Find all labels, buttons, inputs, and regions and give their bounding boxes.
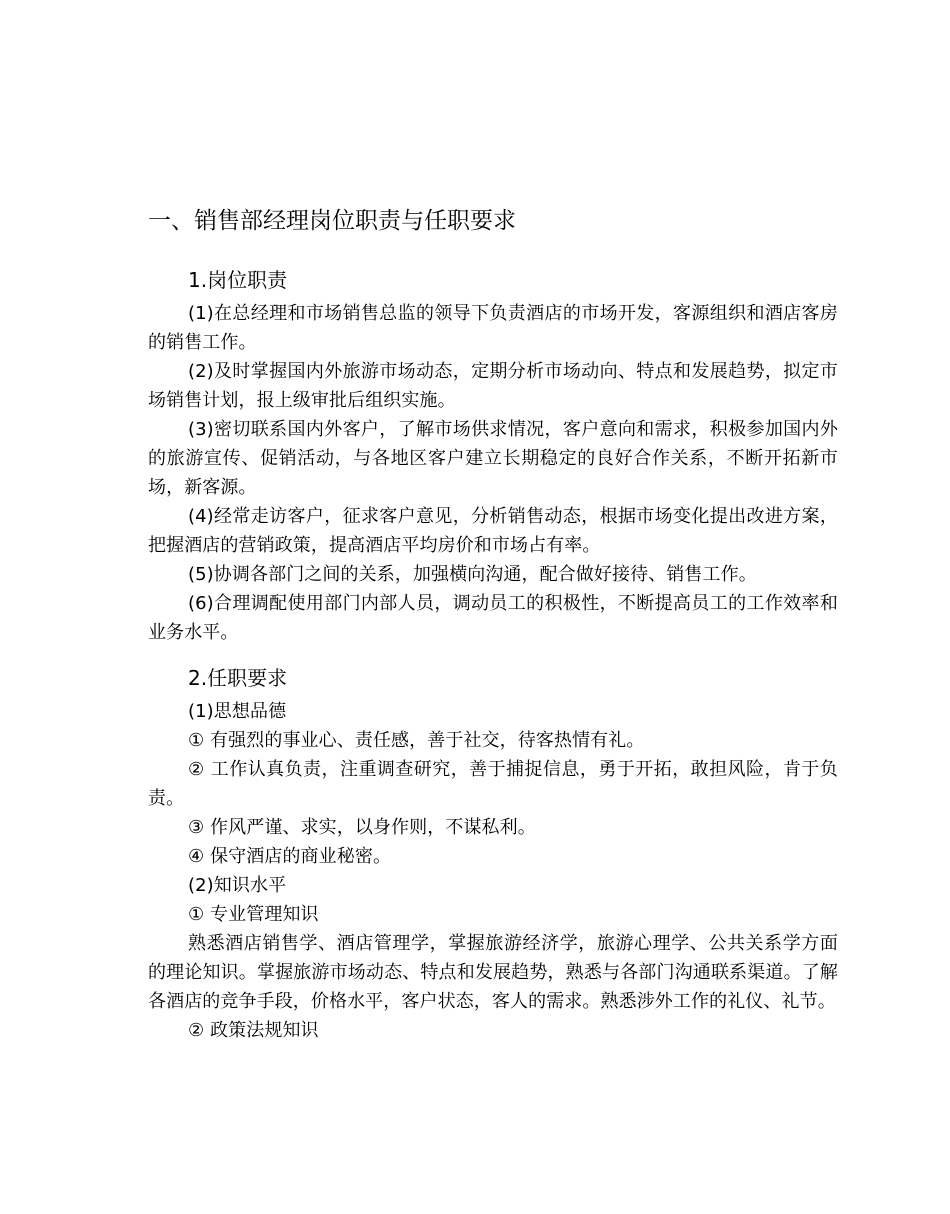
requirements-list: [148, 697, 838, 1045]
responsibility-item: (5)协调各部门之间的关系，加强横向沟通，配合做好接待、销售工作。: [188, 564, 757, 585]
requirement-item: ③ 作风严谨、求实，以身作则，不谋私利。: [188, 817, 536, 838]
requirements-heading: 2.任职要求: [188, 666, 288, 690]
responsibility-item: (2)及时掌握国内外旅游市场动态，定期分析市场动向、特点和发展趋势，拟定市场销售计划，报上级审批后组织实施。: [148, 361, 838, 411]
requirement-item: ② 工作认真负责，注重调查研究，善于捕捉信息，勇于开拓，敢担风险，肯于负责。: [148, 759, 838, 809]
responsibilities-heading: 1.岗位职责: [188, 268, 288, 292]
responsibility-item: (6)合理调配使用部门内部人员，调动员工的积极性，不断提高员工的工作效率和业务水平。: [148, 593, 838, 643]
requirement-item: ② 政策法规知识: [188, 1020, 319, 1041]
requirement-item: ① 有强烈的事业心、责任感，善于社交，待客热情有礼。: [188, 730, 645, 751]
responsibility-item: (4)经常走访客户，征求客户意见，分析销售动态，根据市场变化提出改进方案，把握酒店的营销政策，提高酒店平均房价和市场占有率。: [148, 506, 838, 556]
responsibilities-list: [148, 299, 838, 647]
requirement-item: 熟悉酒店销售学、酒店管理学，掌握旅游经济学，旅游心理学、公共关系学方面的理论知识。掌握旅游市场动态、特点和发展趋势，熟悉与各部门沟通联系渠道。了解各酒店的竞争手段，价格水平，客户状态，客人的需求。熟悉涉外工作的礼仪、礼节。: [148, 933, 838, 1012]
requirement-item: ④ 保守酒店的商业秘密。: [188, 846, 392, 867]
section-title: 一、销售部经理岗位职责与任职要求: [148, 208, 516, 234]
requirement-item: (2)知识水平: [188, 875, 287, 896]
responsibility-item: (1)在总经理和市场销售总监的领导下负责酒店的市场开发，客源组织和酒店客房的销售工作。: [148, 303, 838, 353]
requirement-item: ① 专业管理知识: [188, 904, 319, 925]
responsibility-item: (3)密切联系国内外客户，了解市场供求情况，客户意向和需求，积极参加国内外的旅游宣传、促销活动，与各地区客户建立长期稳定的良好合作关系，不断开拓新市场，新客源。: [148, 419, 838, 498]
requirement-item: (1)思想品德: [188, 701, 287, 722]
